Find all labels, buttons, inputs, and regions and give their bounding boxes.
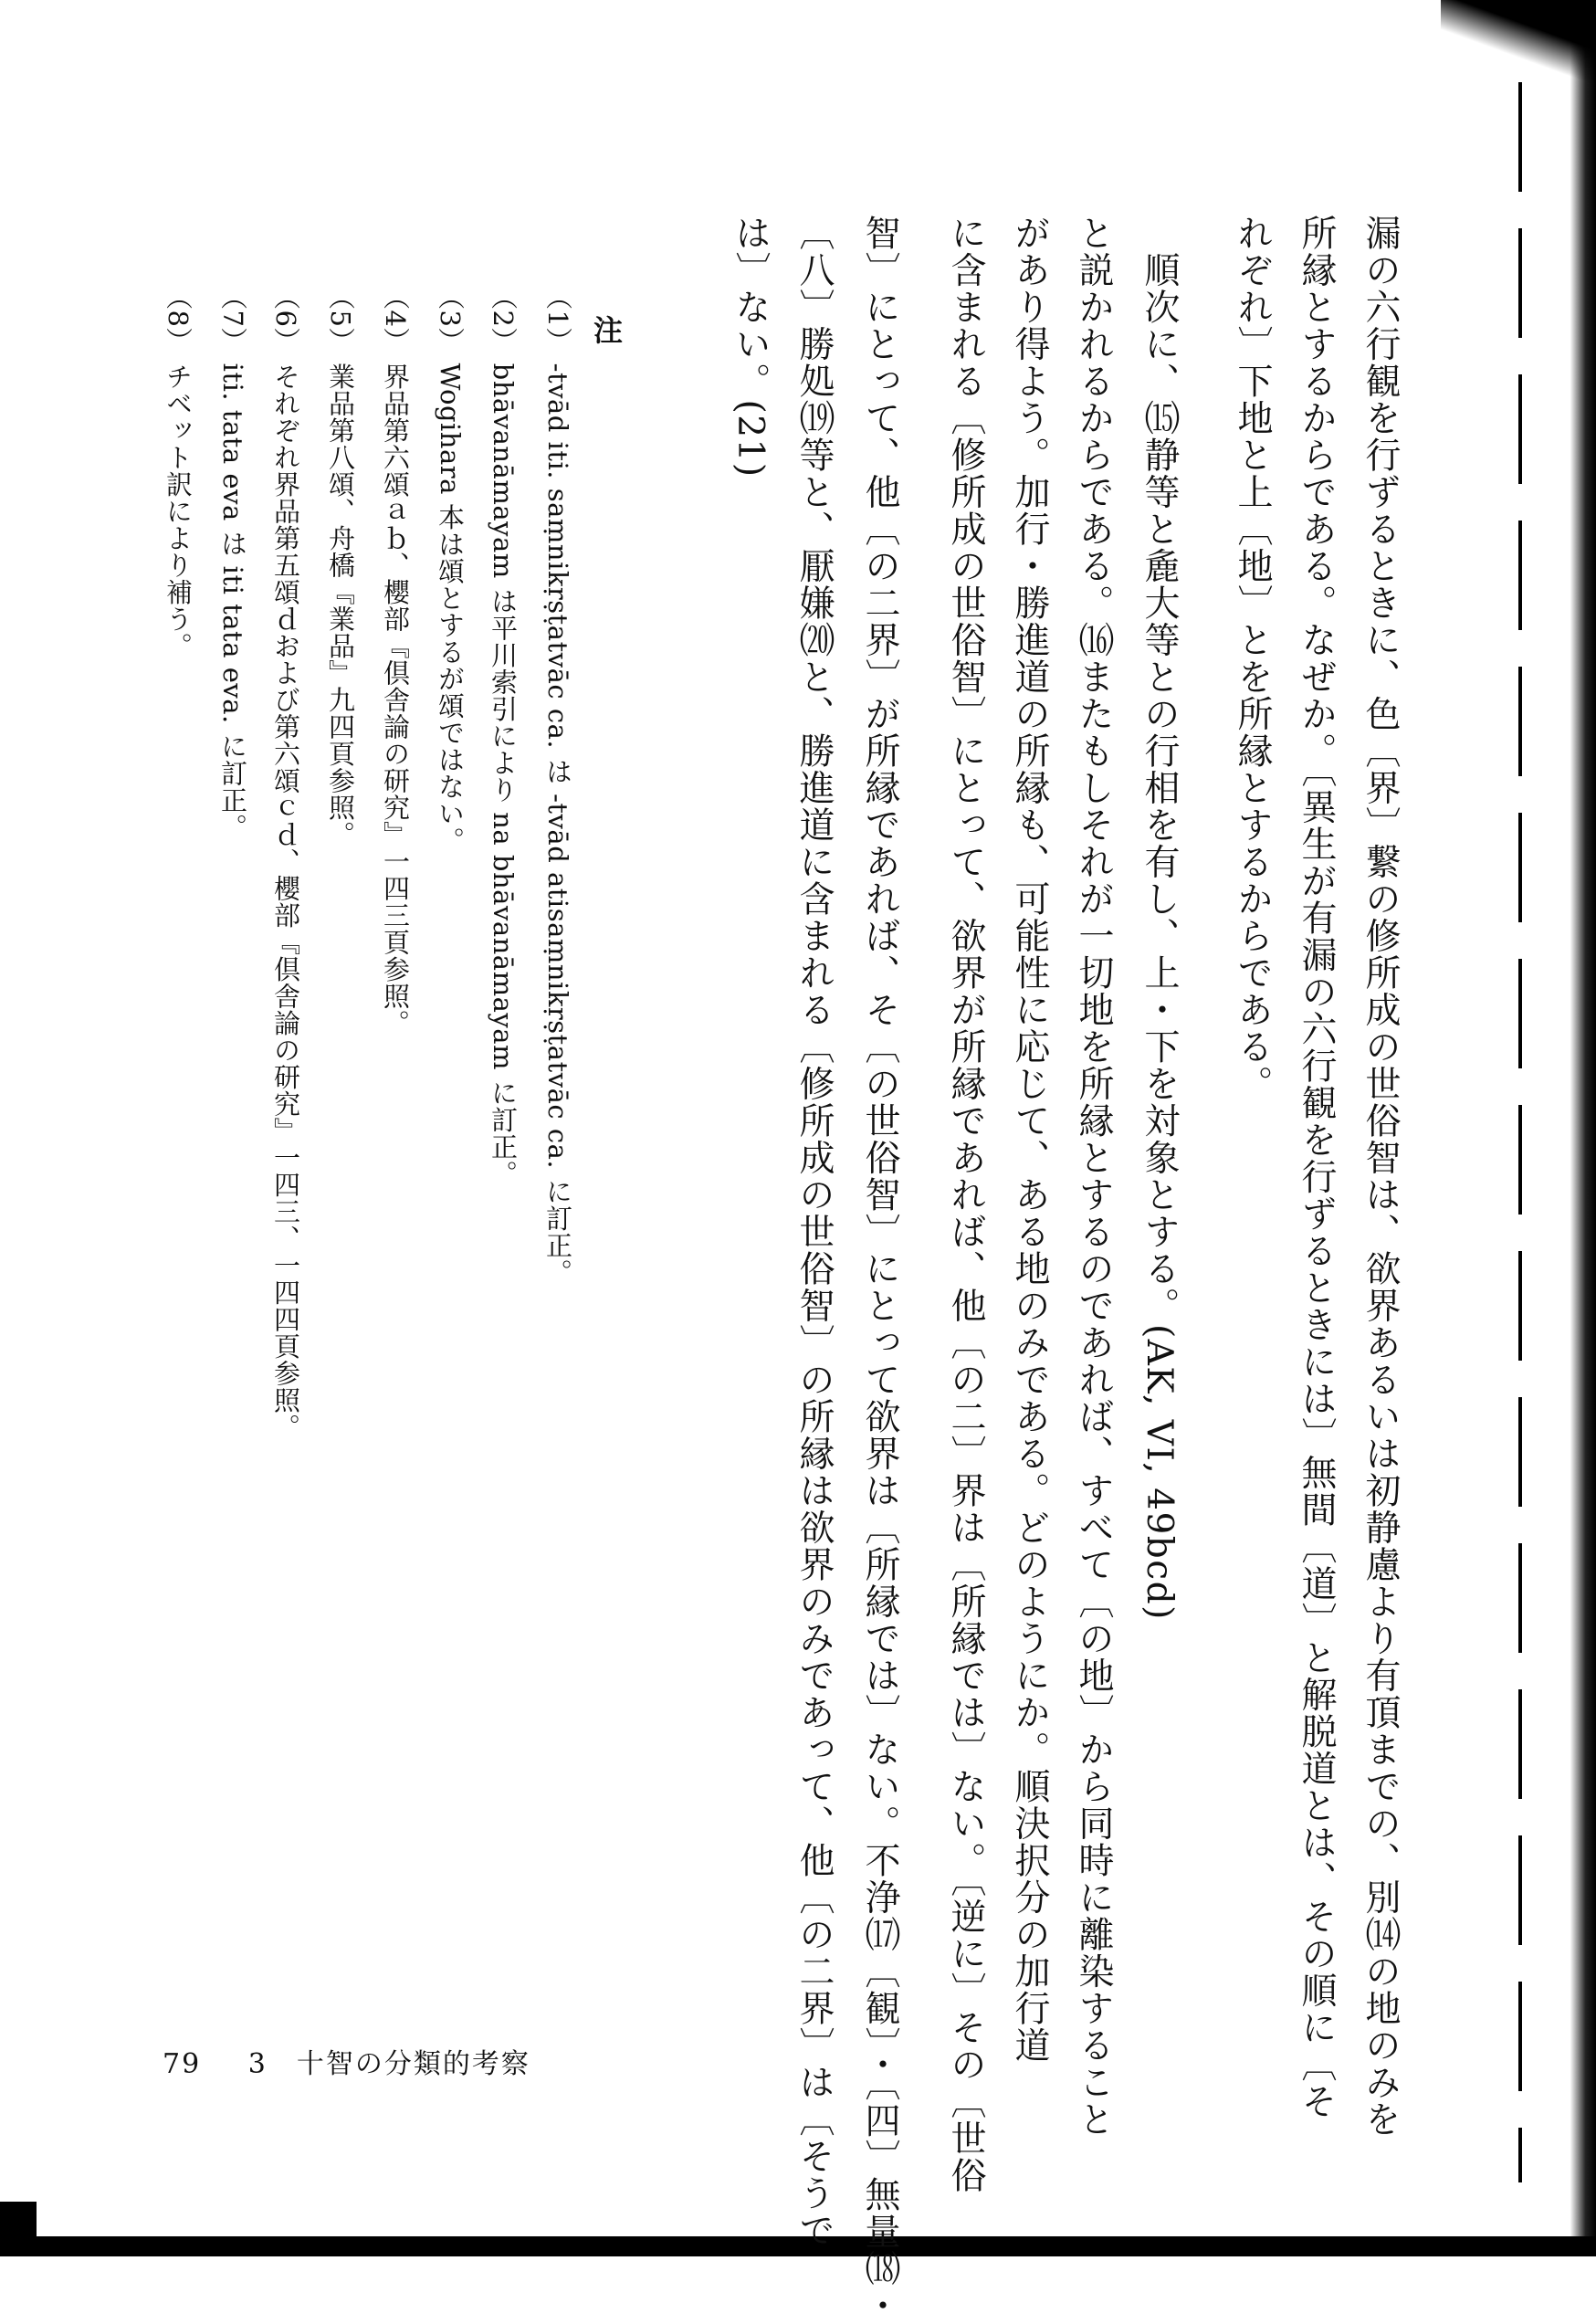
note-1: （1） -tvād iti. saṃnikṛṣṭatvāc ca. は -tvād atisaṃnikṛṣṭatvāc ca. に訂正。 (542, 283, 573, 1286)
body-line-9: 〔八〕勝処⒆等と、厭嫌⒇と、勝進道に含まれる〔修所成の世俗智〕の所縁は欲界のみであって、他〔の二界〕は〔そうで (793, 215, 835, 2249)
page-spine-marks (1518, 82, 1522, 2182)
chapter-title: 3 十智の分類的考察 (247, 2048, 530, 2080)
note-5: （5） 業品第八頌、舟橋『業品』九四頁参照。 (325, 283, 356, 848)
page-number: 79 (163, 2048, 202, 2080)
body-line-7: に含まれる〔修所成の世俗智〕にとって、欲界が所縁であれば、他〔の二〕界は〔所縁では〕ない。〔逆に〕その〔世俗 (945, 215, 986, 2194)
note-4: （4） 界品第六頌ａｂ、櫻部『倶舎論の研究』一四三頁参照。 (380, 283, 411, 1037)
body-line-3: れぞれ〕下地と上〔地〕とを所縁とするからである。 (1232, 215, 1273, 1102)
note-6: （6） それぞれ界品第五頌ｄおよび第六頌ｃｄ、櫻部『倶舎論の研究』一四三、一四四頁参照。 (270, 283, 301, 1441)
body-line-10: は〕ない。(21) (730, 215, 771, 478)
scan-corner-bottom-left (0, 2202, 37, 2256)
body-line-8: 智〕にとって、他〔の二界〕が所縁であれば、そ〔の世俗智〕にとって欲界は〔所縁では〕ない。不浄⒄〔観〕・〔四〕無量⒅・ (859, 215, 900, 2324)
body-line-5: と説かれるからである。⒃またもしそれが一切地を所縁とするのであれば、すべて〔の地〕から同時に離染すること (1073, 215, 1114, 2138)
note-2: （2） bhāvanāmayam は平川索引により na bhāvanāmayam に訂正。 (488, 283, 519, 1187)
scan-edge-top (1441, 0, 1596, 87)
body-line-4-verse: 順次に、⒂静等と麁大等との行相を有し、上・下を対象とする。(AK, VI, 49bcd) (1139, 215, 1180, 1621)
body-line-1: 漏の六行観を行ずるときに、色〔界〕繋の修所成の世俗智は、欲界あるいは初静慮より有頂までの、別⒁の地のみを (1360, 215, 1401, 2138)
body-line-2: 所縁とするからである。なぜか。〔異生が有漏の六行観を行ずるときには〕無間〔道〕と解脱道とは、その順に〔そ (1296, 215, 1337, 2120)
notes-heading: 注 (589, 315, 624, 344)
scan-edge-right (1509, 0, 1596, 2256)
note-8: （8） チベット訳により補う。 (163, 283, 194, 660)
page-footer (163, 2041, 530, 2081)
note-3: （3） Wogihara 本は頌とするが頌ではない。 (435, 283, 466, 855)
body-line-6: があり得よう。加行・勝進道の所縁も、可能性に応じて、ある地のみである。どのようにか。順決択分の加行道 (1009, 215, 1050, 2064)
note-7: （7） iti. tata eva は iti tata eva. に訂正。 (217, 283, 248, 841)
